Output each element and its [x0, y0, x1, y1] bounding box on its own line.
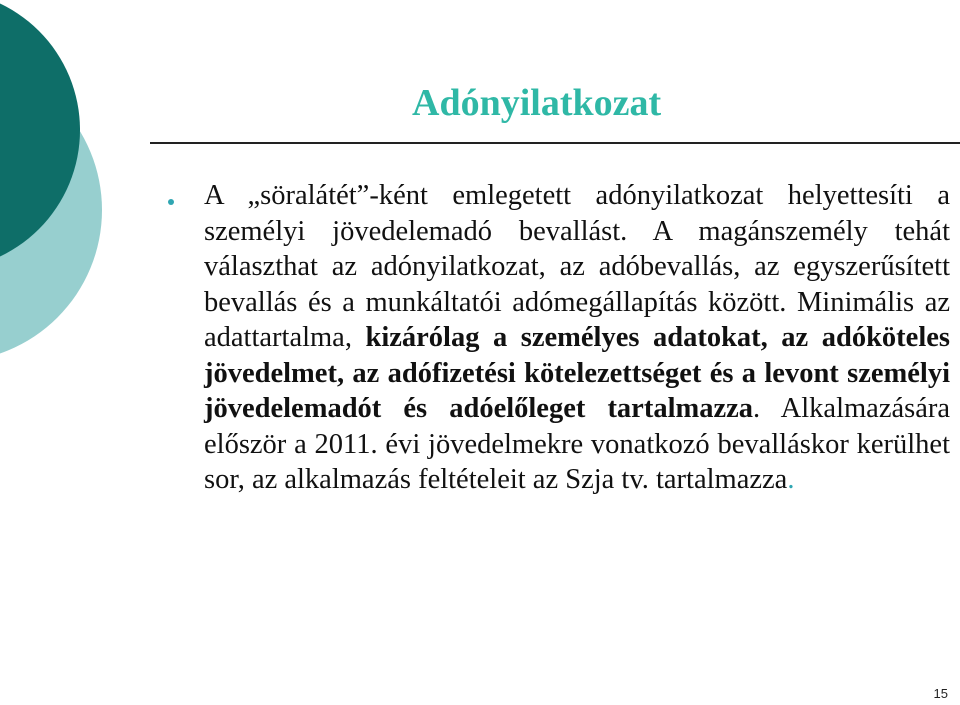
bullet-paragraph [204, 178, 950, 498]
title-divider [150, 142, 960, 144]
decorative-circles [0, 0, 130, 705]
paragraph-end-mark: . [787, 464, 795, 495]
paragraph-text-start: A „söralátét”-ként emlegetett adónyilatkozat helyettesíti a személyi jövedelemadó bevallást. A magánszemély tehát választhat az adónyilatkozat, az adóbevallás, az egyszerűsített bevallás és a munkáltatói adómegállapítás között. Minimális az adattartalma, [204, 180, 950, 353]
bullet-dot-icon [168, 199, 174, 205]
paragraph-text-end: . Alkalmazására először a 2011. évi jövedelmekre vonatkozó bevalláskor kerülhet sor, az alkalmazás feltételeit az Szja tv. tartalmazza [204, 393, 950, 495]
slide-title: Adónyilatkozat [412, 82, 662, 124]
page-number: 15 [933, 686, 948, 701]
paragraph-bold-text: kizárólag a személyes adatokat, az adóköteles jövedelmet, az adófizetési kötelezettséget és a levont személyi jövedelemadót és adóelőleget tartalmazza [204, 322, 950, 424]
